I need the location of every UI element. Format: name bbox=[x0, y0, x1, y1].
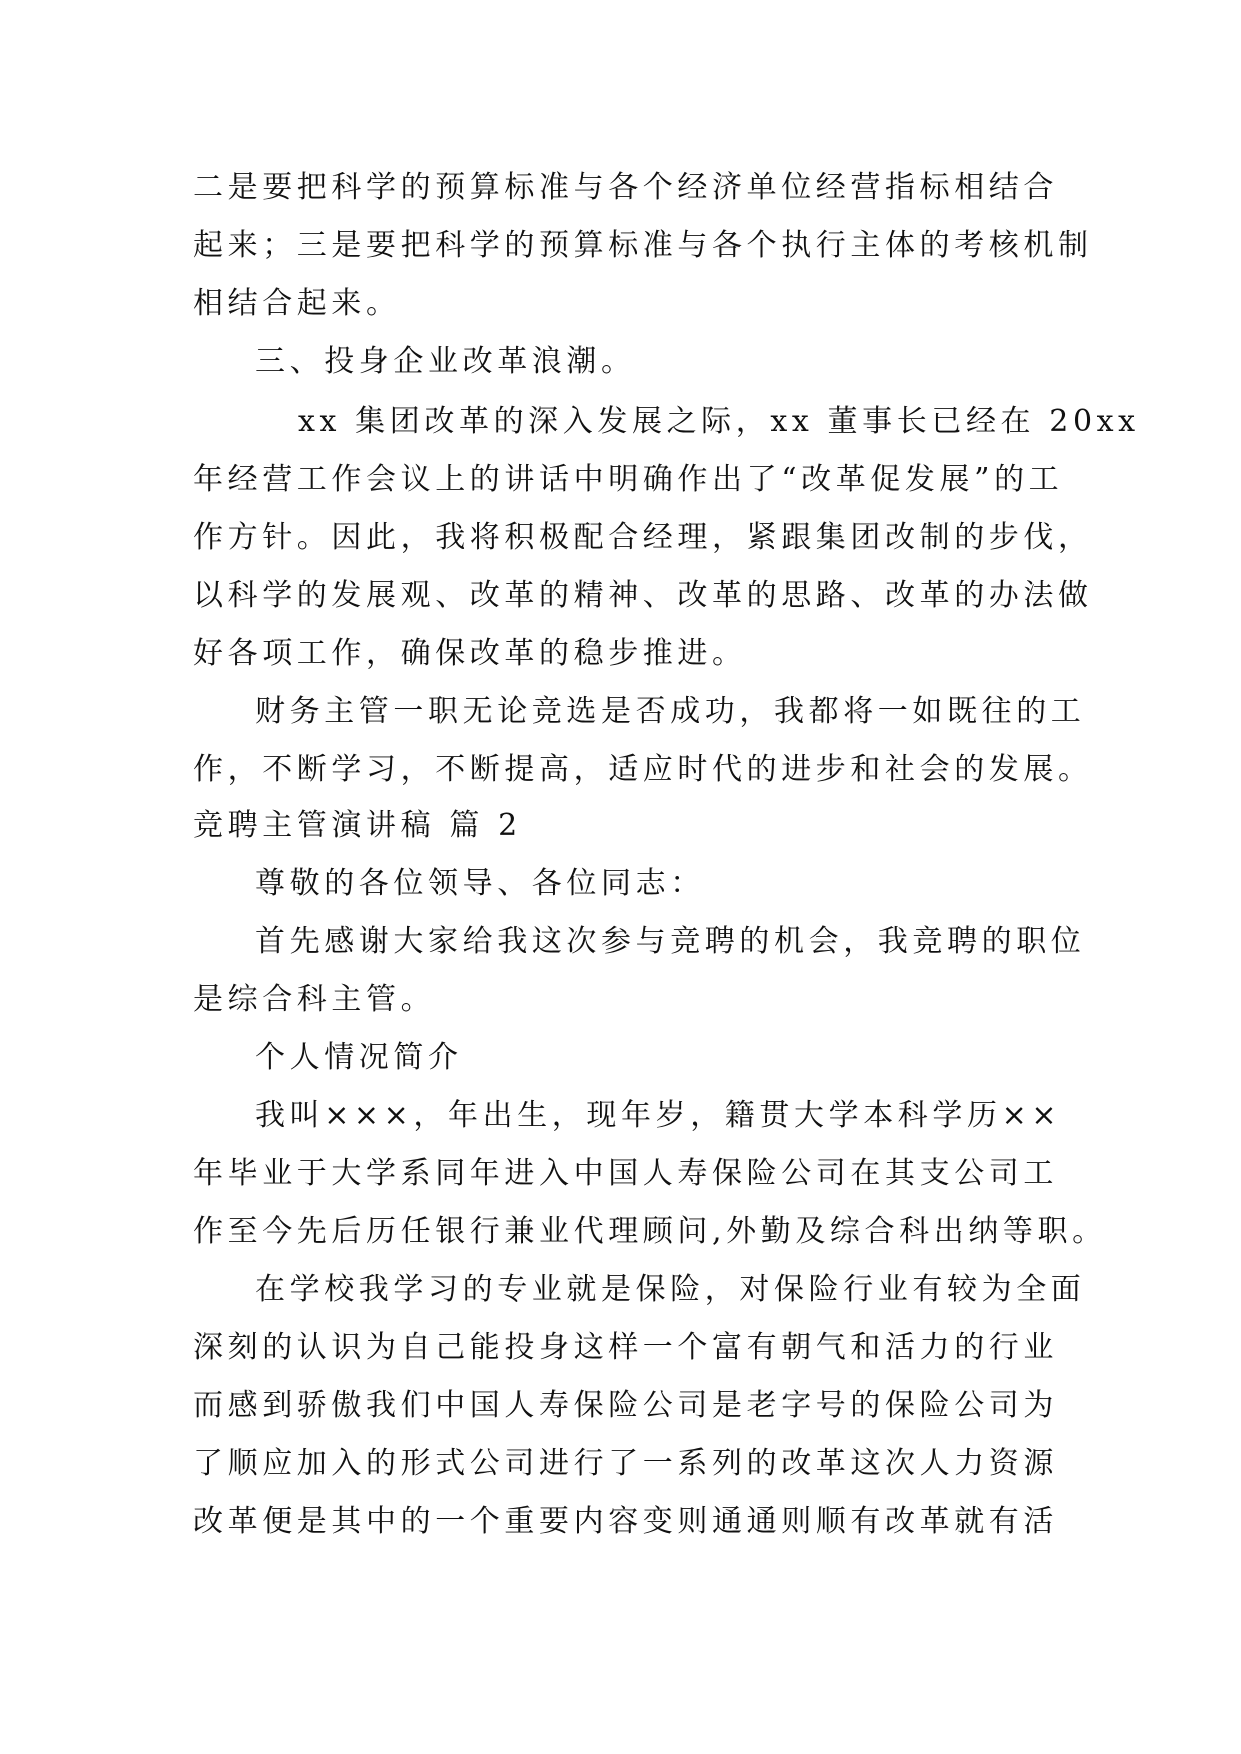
paragraph-line: 在学校我学习的专业就是保险，对保险行业有较为全面 bbox=[255, 1272, 1086, 1307]
paragraph-line: 作，不断学习，不断提高，适应时代的进步和社会的发展。 bbox=[193, 752, 1093, 787]
paragraph-line: 改革便是其中的一个重要内容变则通通则顺有改革就有活 bbox=[193, 1504, 1058, 1539]
article-title: 竞聘主管演讲稿 篇 2 bbox=[193, 808, 522, 843]
paragraph-line: 而感到骄傲我们中国人寿保险公司是老字号的保险公司为 bbox=[193, 1388, 1058, 1423]
paragraph-line: 年经营工作会议上的讲话中明确作出了“改革促发展”的工 bbox=[193, 462, 1064, 497]
paragraph-line: 作至今先后历任银行兼业代理顾问,外勤及综合科出纳等职。 bbox=[193, 1214, 1107, 1249]
paragraph-line: 我叫×××，年出生，现年岁，籍贯大学本科学历×× bbox=[255, 1098, 1062, 1133]
section-heading: 个人情况简介 bbox=[255, 1040, 463, 1075]
section-heading: 三、投身企业改革浪潮。 bbox=[255, 344, 636, 379]
paragraph-line: 年毕业于大学系同年进入中国人寿保险公司在其支公司工 bbox=[193, 1156, 1058, 1191]
paragraph-line: 作方针。因此，我将积极配合经理，紧跟集团改制的步伐， bbox=[193, 520, 1093, 555]
salutation: 尊敬的各位领导、各位同志： bbox=[255, 866, 705, 901]
paragraph-line: 好各项工作，确保改革的稳步推进。 bbox=[193, 636, 747, 671]
paragraph-line: 相结合起来。 bbox=[193, 286, 401, 321]
paragraph-line: 了顺应加入的形式公司进行了一系列的改革这次人力资源 bbox=[193, 1446, 1058, 1481]
paragraph-line: 首先感谢大家给我这次参与竞聘的机会，我竞聘的职位 bbox=[255, 924, 1086, 959]
paragraph-line: xx 集团改革的深入发展之际，xx 董事长已经在 20xx bbox=[298, 404, 1140, 439]
paragraph-line: 财务主管一职无论竞选是否成功，我都将一如既往的工 bbox=[255, 694, 1086, 729]
paragraph-line: 以科学的发展观、改革的精神、改革的思路、改革的办法做 bbox=[193, 578, 1093, 613]
paragraph-line: 起来；三是要把科学的预算标准与各个执行主体的考核机制 bbox=[193, 228, 1093, 263]
paragraph-line: 二是要把科学的预算标准与各个经济单位经营指标相结合 bbox=[193, 170, 1058, 205]
paragraph-line: 深刻的认识为自己能投身这样一个富有朝气和活力的行业 bbox=[193, 1330, 1058, 1365]
paragraph-line: 是综合科主管。 bbox=[193, 982, 436, 1017]
